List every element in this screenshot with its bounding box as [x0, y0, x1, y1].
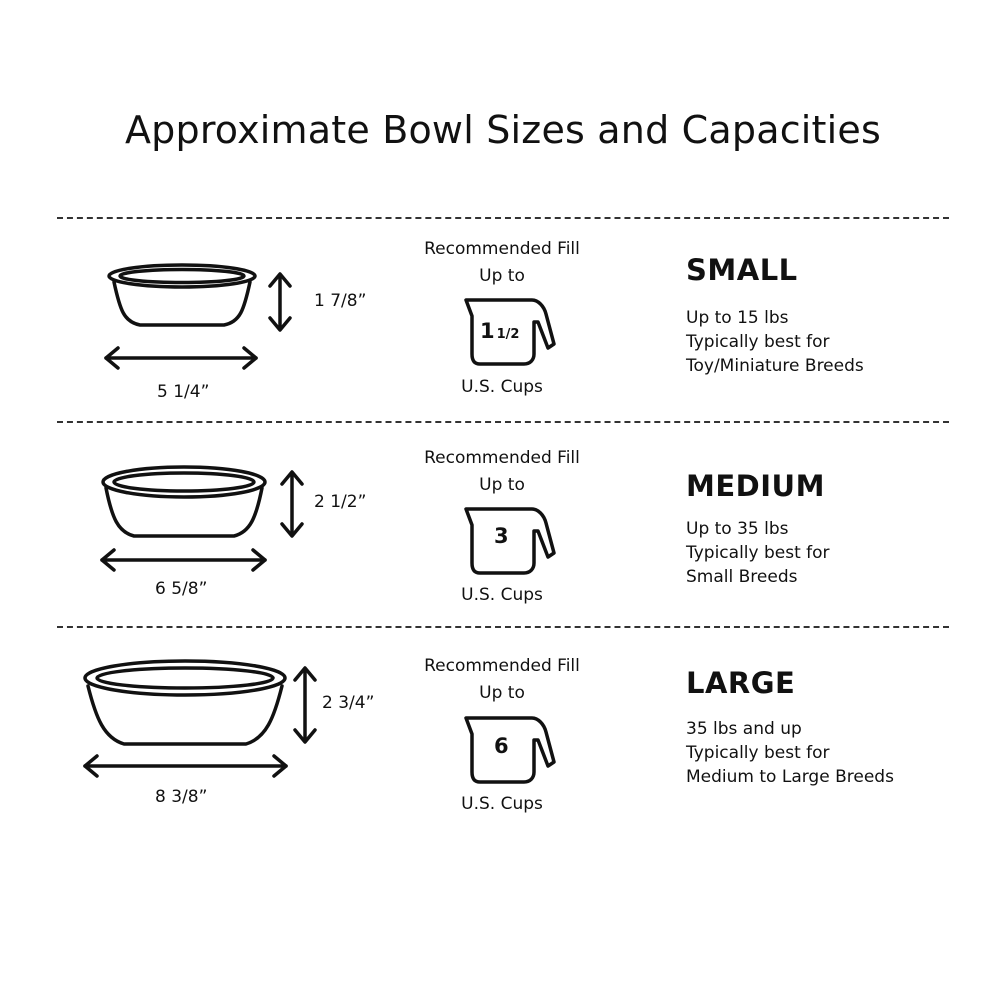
- small-typical: Typically best for: [686, 332, 830, 352]
- medium-bowl-icon: [0, 440, 400, 630]
- size-row-medium: [0, 440, 1000, 640]
- divider-top: [57, 217, 949, 219]
- medium-cups-unit: U.S. Cups: [461, 585, 543, 605]
- medium-measuring-cup-icon: [460, 503, 560, 579]
- medium-typical: Typically best for: [686, 543, 830, 563]
- medium-width-label: 6 5/8”: [155, 579, 208, 599]
- size-row-small: [0, 230, 1000, 430]
- fill-label-line1: Recommended Fill: [424, 656, 580, 676]
- small-cup-fraction: 1/2: [496, 327, 520, 342]
- medium-size-description: [686, 517, 830, 589]
- medium-fill-label: [402, 445, 602, 499]
- small-cup-whole: 1: [480, 319, 495, 343]
- large-typical: Typically best for: [686, 743, 830, 763]
- large-fill-label: [402, 653, 602, 707]
- large-cups-unit: U.S. Cups: [461, 794, 543, 814]
- small-size-name: SMALL: [686, 253, 798, 287]
- medium-cup-value: [494, 524, 509, 548]
- fill-label-line1: Recommended Fill: [424, 239, 580, 259]
- fill-label-line2: Up to: [479, 683, 525, 703]
- small-height-label: 1 7/8”: [314, 291, 367, 311]
- large-cup-whole: 6: [494, 734, 509, 758]
- medium-weight: Up to 35 lbs: [686, 519, 789, 539]
- medium-size-name: MEDIUM: [686, 469, 825, 503]
- small-cup-value: [480, 319, 519, 343]
- small-cups-unit: U.S. Cups: [461, 377, 543, 397]
- fill-label-line2: Up to: [479, 266, 525, 286]
- large-height-label: 2 3/4”: [322, 693, 375, 713]
- large-breeds: Medium to Large Breeds: [686, 767, 894, 787]
- large-weight: 35 lbs and up: [686, 719, 802, 739]
- large-size-description: [686, 717, 894, 789]
- large-measuring-cup-icon: [460, 712, 560, 788]
- medium-breeds: Small Breeds: [686, 567, 798, 587]
- small-size-description: [686, 306, 864, 378]
- fill-label-line2: Up to: [479, 475, 525, 495]
- medium-cup-whole: 3: [494, 524, 509, 548]
- small-weight: Up to 15 lbs: [686, 308, 789, 328]
- page-title: Approximate Bowl Sizes and Capacities: [124, 108, 881, 152]
- large-cup-value: [494, 734, 509, 758]
- small-breeds: Toy/Miniature Breeds: [686, 356, 864, 376]
- medium-height-label: 2 1/2”: [314, 492, 367, 512]
- fill-label-line1: Recommended Fill: [424, 448, 580, 468]
- large-bowl-icon: [0, 648, 400, 838]
- small-fill-label: [402, 236, 602, 290]
- large-size-name: LARGE: [686, 666, 796, 700]
- size-row-large: [0, 648, 1000, 848]
- large-width-label: 8 3/8”: [155, 787, 208, 807]
- small-width-label: 5 1/4”: [157, 382, 210, 402]
